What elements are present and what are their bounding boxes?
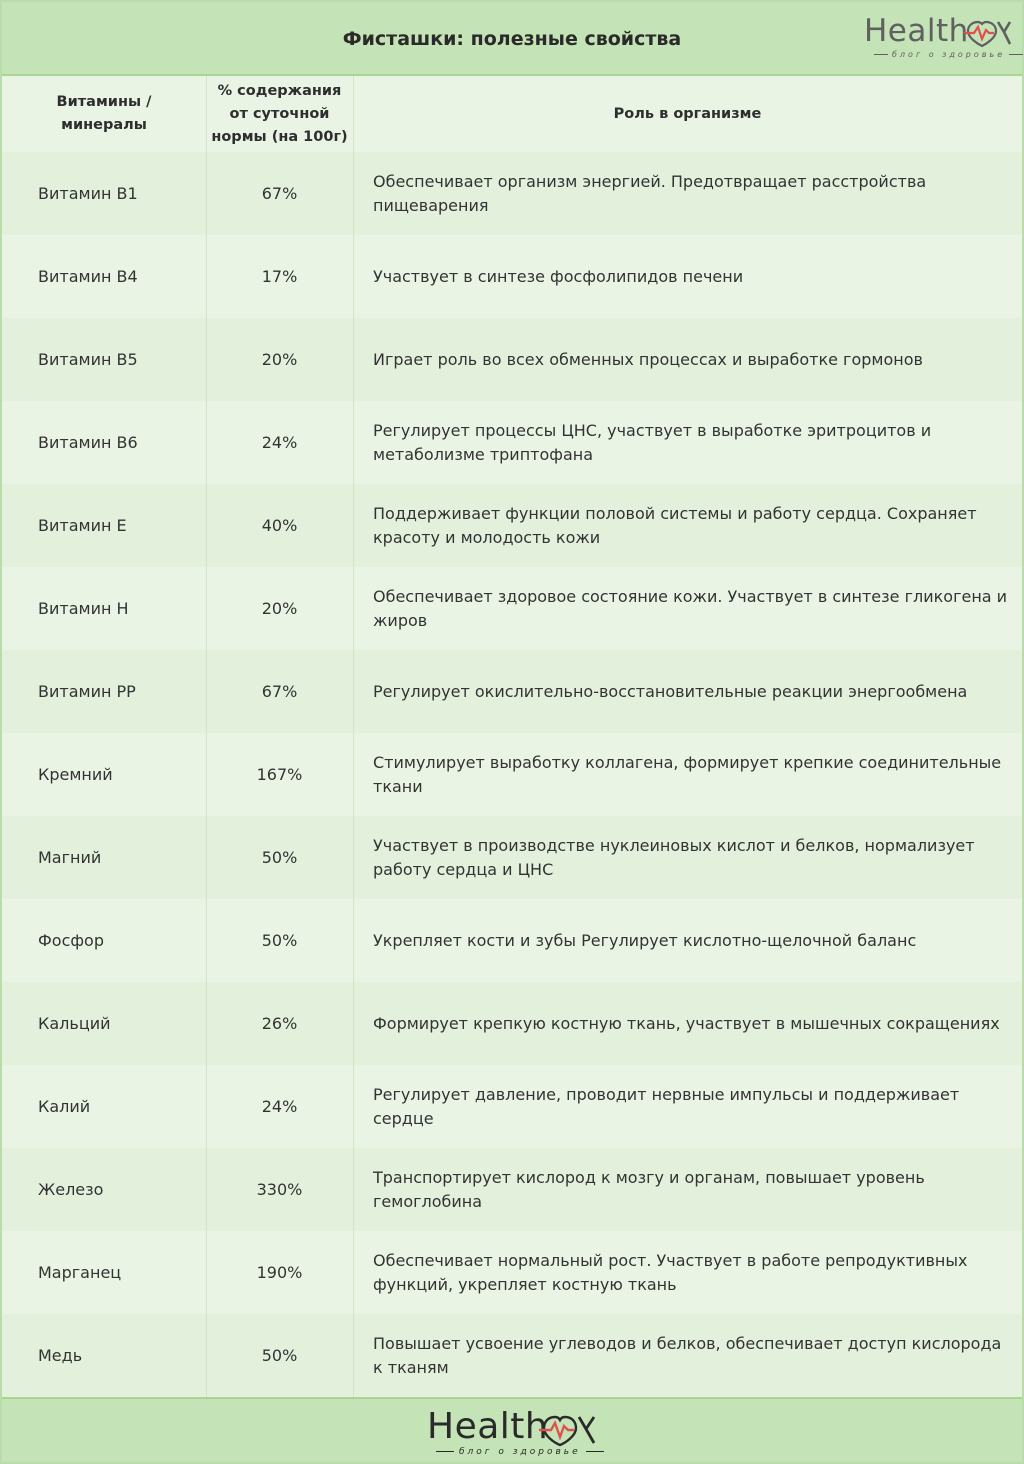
- table-row: [2, 484, 1022, 567]
- logo-tagline: блог о здоровье: [892, 50, 1006, 59]
- nutrient-name: Витамин В1: [38, 184, 138, 203]
- table-row: [2, 401, 1022, 484]
- daily-value-percent: 50%: [261, 931, 298, 950]
- footer-bar: [2, 1397, 1022, 1462]
- body-role-description: Играет роль во всех обменных процессах и выработке гормонов: [373, 349, 923, 369]
- brand-logo: [864, 12, 1014, 62]
- table-row: [2, 899, 1022, 982]
- table-header: [2, 76, 1022, 152]
- logo-word: Health: [864, 13, 969, 49]
- body-role-description: Стимулирует выработку коллагена, формирует крепкие соединительные ткани: [373, 752, 1002, 796]
- nutrient-name: Марганец: [38, 1263, 122, 1282]
- column-header-name: Витамины / минералы: [56, 94, 152, 133]
- body-role-description: Поддерживает функции половой системы и работу сердца. Сохраняет красоту и молодость кожи: [373, 503, 977, 547]
- body-role-description: Участвует в синтезе фосфолипидов печени: [373, 266, 744, 286]
- table-row: [2, 650, 1022, 733]
- heart-pulse-icon: [539, 1413, 597, 1447]
- daily-value-percent: 40%: [261, 516, 298, 535]
- daily-value-percent: 190%: [256, 1263, 303, 1282]
- daily-value-percent: 20%: [261, 599, 298, 618]
- table-row: [2, 1148, 1022, 1231]
- table-row: [2, 1231, 1022, 1314]
- table-row: [2, 816, 1022, 899]
- daily-value-percent: 24%: [261, 433, 298, 452]
- nutrient-name: Витамин В6: [38, 433, 138, 452]
- body-role-description: Повышает усвоение углеводов и белков, обеспечивает доступ кислорода к тканям: [373, 1333, 1002, 1377]
- nutrient-name: Кремний: [38, 765, 113, 784]
- daily-value-percent: 167%: [256, 765, 303, 784]
- body-role-description: Регулирует окислительно-восстановительные реакции энергообмена: [373, 681, 968, 701]
- footer-logo-tagline: блог о здоровье: [459, 1447, 581, 1457]
- nutrient-name: Витамин РР: [38, 682, 136, 701]
- daily-value-percent: 26%: [261, 1014, 298, 1033]
- nutrient-name: Калий: [38, 1097, 91, 1116]
- daily-value-percent: 50%: [261, 1346, 298, 1365]
- nutrient-name: Магний: [38, 848, 102, 867]
- daily-value-percent: 20%: [261, 350, 298, 369]
- column-header-role: Роль в организме: [613, 105, 762, 122]
- nutrient-name: Кальций: [38, 1014, 111, 1033]
- column-divider: [206, 76, 207, 1397]
- daily-value-percent: 330%: [256, 1180, 303, 1199]
- table-row: [2, 982, 1022, 1065]
- table-row: [2, 567, 1022, 650]
- table-row: [2, 152, 1022, 235]
- table-row: [2, 235, 1022, 318]
- body-role-description: Формирует крепкую костную ткань, участвует в мышечных сокращениях: [373, 1013, 1000, 1033]
- column-divider: [353, 76, 354, 1397]
- daily-value-percent: 17%: [261, 267, 298, 286]
- body-role-description: Обеспечивает организм энергией. Предотвращает расстройства пищеварения: [373, 171, 927, 215]
- body-role-description: Транспортирует кислород к мозгу и органам, повышает уровень гемоглобина: [373, 1167, 925, 1211]
- nutrient-name: Витамин Е: [38, 516, 127, 535]
- table-row: [2, 1065, 1022, 1148]
- body-role-description: Участвует в производстве нуклеиновых кислот и белков, нормализует работу сердца и ЦНС: [373, 835, 975, 879]
- nutrient-name: Железо: [38, 1180, 104, 1199]
- column-header-percent: % содержания от суточной нормы (на 100г): [211, 82, 348, 145]
- table-row: [2, 1314, 1022, 1397]
- heart-pulse-icon: [964, 18, 1012, 48]
- body-role-description: Обеспечивает здоровое состояние кожи. Участвует в синтезе гликогена и жиров: [373, 586, 1008, 630]
- nutrient-name: Витамин В5: [38, 350, 138, 369]
- nutrient-name: Фосфор: [38, 931, 104, 950]
- daily-value-percent: 67%: [261, 682, 298, 701]
- header-bar: [2, 2, 1022, 76]
- page-title: Фисташки: полезные свойства: [342, 28, 682, 50]
- body-role-description: Обеспечивает нормальный рост. Участвует в работе репродуктивных функций, укрепляет костную ткань: [373, 1250, 968, 1294]
- body-role-description: Укрепляет кости и зубы Регулирует кислотно-щелочной баланс: [373, 930, 917, 950]
- daily-value-percent: 50%: [261, 848, 298, 867]
- table-row: [2, 733, 1022, 816]
- table-row: [2, 318, 1022, 401]
- footer-logo-word: Health: [427, 1406, 549, 1447]
- daily-value-percent: 67%: [261, 184, 298, 203]
- body-role-description: Регулирует процессы ЦНС, участвует в выработке эритроцитов и метаболизме триптофана: [373, 420, 932, 464]
- body-role-description: Регулирует давление, проводит нервные импульсы и поддерживает сердце: [373, 1084, 960, 1128]
- footer-brand-logo: [427, 1407, 607, 1461]
- nutrient-name: Витамин В4: [38, 267, 138, 286]
- daily-value-percent: 24%: [261, 1097, 298, 1116]
- nutrient-name: Витамин Н: [38, 599, 129, 618]
- nutrient-name: Медь: [38, 1346, 83, 1365]
